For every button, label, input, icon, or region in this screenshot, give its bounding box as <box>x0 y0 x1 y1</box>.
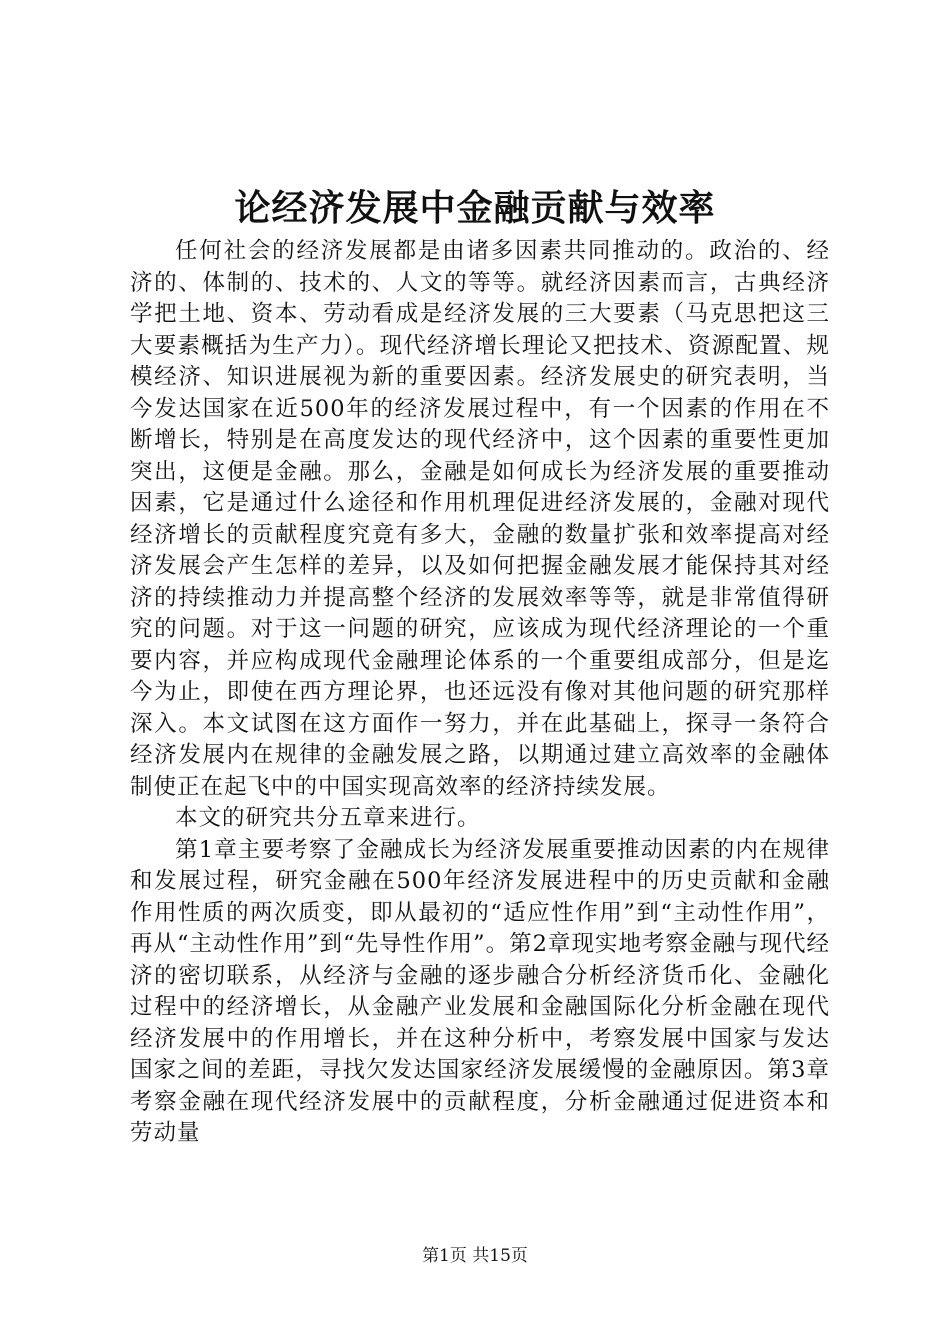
paragraph-intro: 任何社会的经济发展都是由诸多因素共同推动的。政治的、经济的、体制的、技术的、人文的等等。就经济因素而言，古典经济学把土地、资本、劳动看成是经济发展的三大要素（马克思把这三大要素概括为生产力）。现代经济增长理论又把技术、资源配置、规模经济、知识进展视为新的重要因素。经济发展史的研究表明，当今发达国家在近500年的经济发展过程中，有一个因素的作用在不断增长，特别是在高度发达的现代经济中，这个因素的重要性更加突出，这便是金融。那么，金融是如何成长为经济发展的重要推动因素，它是通过什么途径和作用机理促进经济发展的，金融对现代经济增长的贡献程度究竟有多大，金融的数量扩张和效率提高对经济发展会产生怎样的差异，以及如何把握金融发展才能保持其对经济的持续推动力并提高整个经济的发展效率等等，就是非常值得研究的问题。对于这一问题的研究，应该成为现代经济理论的一个重要内容，并应构成现代金融理论体系的一个重要组成部分，但是迄今为止，即使在西方理论界，也还远没有像对其他问题的研究那样深入。本文试图在这方面作一努力，并在此基础上，探寻一条符合经济发展内在规律的金融发展之路，以期通过建立高效率的金融体制使正在起飞中的中国实现高效率的经济持续发展。 <box>130 238 830 800</box>
document-body <box>130 236 830 1150</box>
paragraph-chapters: 第1章主要考察了金融成长为经济发展重要推动因素的内在规律和发展过程，研究金融在500年经济发展进程中的历史贡献和金融作用性质的两次质变，即从最初的“适应性作用”到“主动性作用”，再从“主动性作用”到“先导性作用”。第2章现实地考察金融与现代经济的密切联系，从经济与金融的逐步融合分析经济货币化、金融化过程中的经济增长，从金融产业发展和金融国际化分析金融在现代经济发展中的作用增长，并在这种分析中，考察发展中国家与发达国家之间的差距，寻找欠发达国家经济发展缓慢的金融原因。第3章考察金融在现代经济发展中的贡献程度，分析金融通过促进资本和劳动量 <box>130 836 830 1146</box>
paragraph-structure: 本文的研究共分五章来进行。 <box>175 805 481 831</box>
page-footer: 第1页 共15页 <box>422 1246 528 1266</box>
document-title: 论经济发展中金融贡献与效率 <box>234 188 716 229</box>
